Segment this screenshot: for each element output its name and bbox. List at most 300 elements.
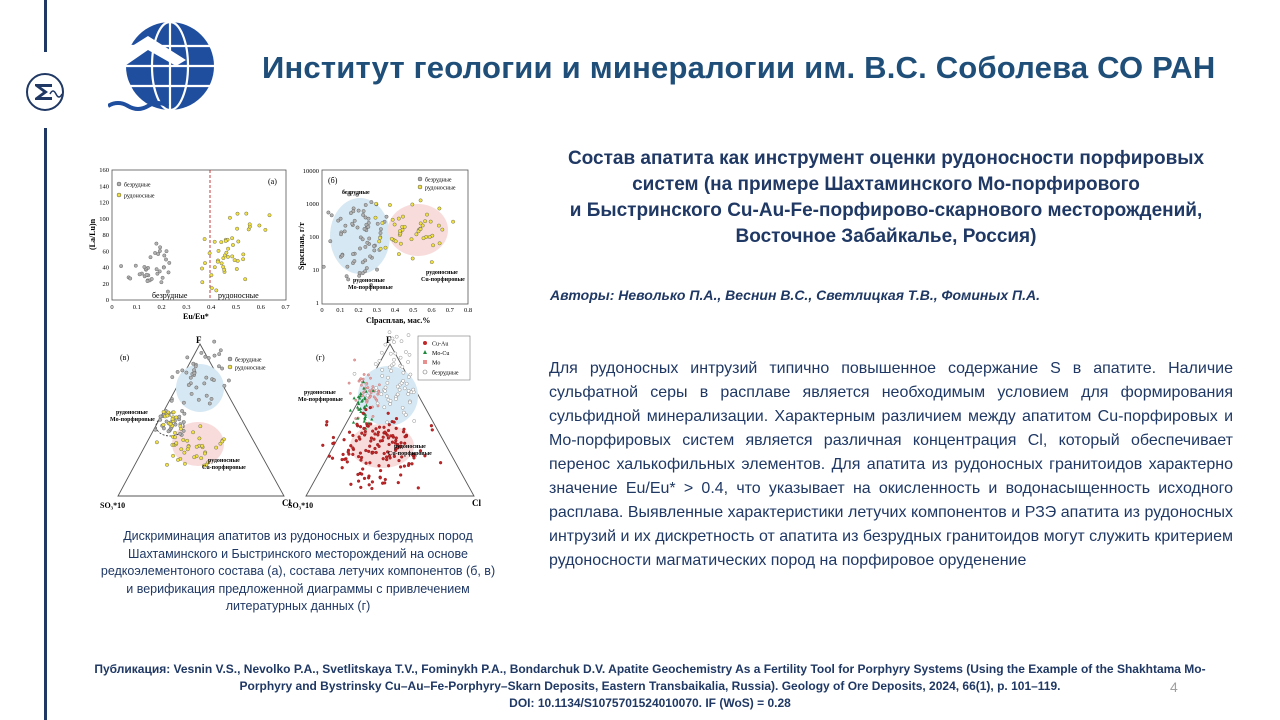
- data-point: [369, 377, 371, 379]
- data-point: [346, 461, 349, 464]
- panel-b-xlabel: Clрасплав, мас.%: [366, 316, 431, 325]
- data-point: [378, 359, 381, 362]
- data-point: [360, 459, 363, 462]
- data-point: [408, 353, 411, 356]
- data-point: [430, 260, 433, 263]
- legend-label: рудоносные: [425, 185, 456, 192]
- data-point: [168, 261, 171, 264]
- tick-label: 0.6: [427, 307, 436, 314]
- region-label: безрудные: [152, 291, 188, 300]
- data-point: [378, 464, 381, 467]
- data-point: [355, 399, 357, 401]
- data-point: [394, 240, 397, 243]
- data-point: [407, 392, 410, 395]
- tick-label: 0.7: [445, 307, 454, 314]
- data-point: [228, 216, 231, 219]
- data-point: [321, 444, 324, 447]
- data-point: [347, 278, 350, 281]
- data-point: [231, 243, 234, 246]
- data-point: [363, 373, 365, 375]
- data-point: [399, 242, 402, 245]
- data-point: [374, 362, 377, 365]
- data-point: [217, 365, 220, 368]
- data-point: [379, 476, 382, 479]
- data-point: [363, 427, 366, 430]
- legend-label: Mo-Cu: [432, 351, 450, 357]
- data-point: [217, 249, 220, 252]
- caption-line: Дискриминация апатитов из рудоносных и безрудных пород: [123, 529, 473, 543]
- legend-label: безрудные: [425, 177, 452, 184]
- data-point: [176, 370, 179, 373]
- data-point: [224, 239, 227, 242]
- data-point: [419, 227, 422, 230]
- data-point: [365, 462, 368, 465]
- data-point: [393, 421, 396, 424]
- data-point: [155, 268, 158, 271]
- field-label: рудоносные: [353, 278, 385, 284]
- caption-line: редкоэлементоного состава (а), состава летучих компонентов (б, в): [100, 564, 496, 578]
- data-point: [212, 378, 215, 381]
- data-point: [145, 273, 148, 276]
- data-point: [368, 445, 371, 448]
- data-point: [361, 261, 364, 264]
- data-point: [203, 237, 206, 240]
- data-point: [394, 398, 397, 401]
- data-point: [373, 396, 375, 398]
- legend-marker: [228, 357, 232, 361]
- data-point: [388, 366, 391, 369]
- data-point: [377, 431, 380, 434]
- data-point: [264, 228, 267, 231]
- tick-label: 0.6: [256, 304, 265, 311]
- data-point: [437, 224, 440, 227]
- data-point: [220, 262, 223, 265]
- data-point: [353, 359, 355, 361]
- tick-label: 10: [312, 267, 319, 274]
- data-point: [161, 276, 164, 279]
- data-point: [386, 376, 389, 379]
- data-point: [186, 356, 189, 359]
- data-point: [438, 207, 441, 210]
- data-point: [389, 402, 392, 405]
- data-point: [351, 252, 354, 255]
- data-point: [200, 267, 203, 270]
- data-point: [383, 452, 386, 455]
- panel-a-xlabel: Eu/Eu*: [183, 312, 209, 321]
- legend-label: Cu-Au: [432, 341, 449, 348]
- data-point: [171, 375, 174, 378]
- data-point: [216, 260, 219, 263]
- data-point: [244, 278, 247, 281]
- data-point: [397, 217, 400, 220]
- data-point: [210, 286, 213, 289]
- data-point: [382, 457, 385, 460]
- paper-title-line: Восточное Забайкалье, Россия): [735, 226, 1037, 247]
- data-point: [159, 418, 162, 421]
- data-point: [364, 245, 367, 248]
- data-point: [193, 456, 196, 459]
- data-point: [387, 464, 390, 467]
- data-point: [181, 369, 184, 372]
- tick-label: 60: [102, 248, 109, 256]
- data-point: [389, 399, 392, 402]
- data-point: [403, 387, 406, 390]
- data-point: [236, 212, 239, 215]
- data-point: [411, 462, 414, 465]
- data-point: [178, 432, 181, 435]
- data-point: [150, 277, 153, 280]
- tick-label: 20: [102, 280, 109, 288]
- data-point: [386, 434, 389, 437]
- field-label: Mo-порфировые: [298, 397, 343, 403]
- data-point: [378, 445, 381, 448]
- data-point: [383, 406, 386, 409]
- data-point: [352, 421, 355, 424]
- data-point: [205, 376, 208, 379]
- data-point: [404, 350, 407, 353]
- data-point: [241, 258, 244, 261]
- data-point: [155, 242, 158, 245]
- data-point: [380, 393, 383, 396]
- data-point: [183, 412, 186, 415]
- data-point: [395, 427, 398, 430]
- data-point: [203, 452, 206, 455]
- data-point: [381, 368, 384, 371]
- data-point: [227, 379, 230, 382]
- data-point: [411, 203, 414, 206]
- field-label: рудоносные: [394, 444, 426, 450]
- data-point: [381, 439, 384, 442]
- data-point: [197, 398, 200, 401]
- data-point: [376, 399, 378, 401]
- data-point: [363, 434, 366, 437]
- data-point: [219, 349, 222, 352]
- data-point: [162, 266, 165, 269]
- data-point: [391, 434, 394, 437]
- panel-b-ylabel: Sрасплав, г/т: [297, 222, 306, 270]
- data-point: [343, 438, 346, 441]
- figure-caption: [88, 528, 508, 616]
- data-point: [331, 457, 334, 460]
- caption-line: и верификация предложенной диаграммы с привлечением: [126, 581, 470, 596]
- data-point: [402, 379, 405, 382]
- data-point: [182, 420, 185, 423]
- data-point: [179, 427, 182, 430]
- tick-label: 0.2: [354, 307, 363, 314]
- tick-label: 80: [102, 232, 109, 239]
- data-point: [386, 421, 389, 424]
- data-point: [350, 483, 353, 486]
- tick-label: 0.5: [409, 307, 418, 314]
- data-point: [383, 389, 386, 392]
- data-point: [182, 438, 185, 441]
- data-point: [371, 481, 374, 484]
- data-point: [372, 244, 375, 247]
- page-number: 4: [1170, 679, 1178, 695]
- data-point: [379, 231, 382, 234]
- data-point: [398, 388, 401, 391]
- data-point: [183, 462, 186, 465]
- data-point: [200, 351, 203, 354]
- data-point: [372, 385, 374, 387]
- legend-marker: [423, 370, 427, 374]
- data-point: [425, 213, 428, 216]
- data-point: [170, 399, 173, 402]
- data-point: [357, 455, 360, 458]
- tick-label: 160: [99, 167, 109, 174]
- data-point: [343, 458, 346, 461]
- data-point: [377, 393, 379, 395]
- data-point: [388, 203, 391, 206]
- region-label: рудоносные: [218, 291, 259, 300]
- data-point: [388, 331, 391, 334]
- data-point: [383, 426, 386, 429]
- tick-label: 0.3: [182, 304, 191, 311]
- data-point: [395, 417, 398, 420]
- legend-marker: [423, 360, 427, 364]
- data-point: [378, 240, 381, 243]
- data-point: [353, 259, 356, 262]
- tick-label: 40: [102, 264, 109, 272]
- data-point: [368, 255, 371, 258]
- tick-label: 100: [99, 215, 109, 223]
- caption-line: Шахтаминского и Быстринского месторождений на основе: [128, 546, 468, 561]
- data-point: [362, 391, 364, 393]
- legend-label: безрудные: [235, 357, 262, 364]
- data-point: [328, 455, 331, 458]
- field-label: рудоносные: [304, 390, 336, 396]
- legend-label: безрудные: [124, 182, 151, 189]
- data-point: [347, 451, 350, 454]
- data-point: [395, 437, 398, 440]
- data-point: [349, 409, 352, 412]
- data-point: [378, 236, 381, 239]
- data-point: [359, 452, 362, 455]
- data-point: [441, 228, 444, 231]
- data-point: [173, 431, 176, 434]
- data-point: [159, 415, 162, 418]
- tick-label: 1: [315, 300, 319, 307]
- data-point: [375, 427, 378, 430]
- data-point: [402, 430, 405, 433]
- data-point: [129, 277, 132, 280]
- data-point: [375, 386, 378, 389]
- data-point: [359, 425, 362, 428]
- legend-marker: [117, 193, 121, 197]
- paper-title-line: систем (на примере Шахтаминского Mo-порфирового: [632, 174, 1140, 195]
- data-point: [230, 237, 233, 240]
- data-point: [203, 261, 206, 264]
- data-point: [221, 440, 224, 443]
- panel-a-label: (а): [268, 177, 277, 186]
- legend-label: рудоносные: [124, 193, 155, 200]
- data-point: [411, 257, 414, 260]
- data-point: [329, 240, 332, 243]
- data-point: [360, 432, 363, 435]
- data-point: [381, 221, 384, 224]
- data-point: [389, 352, 392, 355]
- legend-label: безрудные: [432, 370, 459, 377]
- data-point: [361, 468, 364, 471]
- data-point: [349, 392, 351, 394]
- data-point: [175, 416, 178, 419]
- panel-a: [88, 167, 290, 321]
- data-point: [388, 443, 391, 446]
- data-point: [205, 394, 208, 397]
- data-point: [372, 451, 375, 454]
- legend-marker: [418, 185, 422, 189]
- data-point: [407, 464, 410, 467]
- data-point: [351, 453, 354, 456]
- data-point: [200, 456, 203, 459]
- data-point: [165, 463, 168, 466]
- tick-label: 100: [309, 234, 319, 241]
- data-point: [384, 431, 387, 434]
- data-point: [384, 386, 387, 389]
- data-point: [422, 237, 425, 240]
- data-point: [143, 265, 146, 268]
- authors: Авторы: Неволько П.А., Веснин В.С., Светлицкая Т.В., Фоминых П.А.: [550, 287, 1040, 303]
- data-point: [384, 246, 387, 249]
- data-point: [167, 271, 170, 274]
- data-point: [233, 258, 236, 261]
- figure: [88, 158, 488, 518]
- data-point: [368, 483, 371, 486]
- data-point: [439, 461, 442, 464]
- data-point: [366, 401, 368, 403]
- panel-c: [100, 335, 291, 510]
- data-point: [398, 230, 401, 233]
- data-point: [413, 419, 416, 422]
- data-point: [223, 384, 226, 387]
- data-point: [344, 224, 347, 227]
- data-point: [367, 450, 370, 453]
- data-point: [378, 384, 380, 386]
- data-point: [164, 258, 167, 261]
- data-point: [366, 424, 369, 427]
- apex-label: SO₃*10: [288, 501, 314, 510]
- legend-marker: [228, 365, 232, 369]
- data-point: [401, 215, 404, 218]
- data-point: [214, 446, 217, 449]
- data-point: [351, 222, 354, 225]
- data-point: [353, 396, 356, 399]
- data-point: [367, 374, 369, 376]
- data-point: [153, 251, 156, 254]
- field-label: Cu-порфировые: [421, 277, 465, 283]
- field-label: безрудные: [342, 190, 370, 196]
- data-point: [326, 420, 329, 423]
- data-point: [399, 466, 402, 469]
- data-point: [352, 434, 355, 437]
- citation-line: DOI: 10.1134/S1075701524010070. IF (WoS) = 0.28: [509, 696, 791, 710]
- data-point: [367, 225, 370, 228]
- data-point: [423, 220, 426, 223]
- data-point: [431, 429, 434, 432]
- data-point: [186, 439, 189, 442]
- left-vertical-line: [44, 128, 47, 720]
- data-point: [392, 340, 395, 343]
- data-point: [348, 431, 351, 434]
- data-point: [421, 224, 424, 227]
- data-point: [201, 281, 204, 284]
- data-point: [396, 393, 399, 396]
- data-point: [182, 401, 185, 404]
- small-globe-logo-icon: [22, 72, 68, 112]
- data-point: [401, 365, 404, 368]
- data-point: [393, 223, 396, 226]
- data-point: [392, 358, 395, 361]
- data-point: [399, 356, 402, 359]
- panel-a-frame: [112, 170, 286, 300]
- data-point: [398, 459, 401, 462]
- tick-label: 0: [320, 307, 324, 314]
- data-point: [407, 334, 410, 337]
- tick-label: 1000: [306, 201, 319, 208]
- data-point: [226, 255, 229, 258]
- data-point: [325, 424, 328, 427]
- field-label: Cu-порфировые: [202, 465, 246, 471]
- data-point: [377, 434, 380, 437]
- data-point: [377, 405, 379, 407]
- data-point: [371, 487, 374, 490]
- data-point: [369, 461, 372, 464]
- data-point: [396, 385, 399, 388]
- data-point: [343, 230, 346, 233]
- data-point: [356, 406, 359, 409]
- data-point: [332, 436, 335, 439]
- data-point: [376, 222, 379, 225]
- paper-title-line: Состав апатита как инструмент оценки рудоносности порфировых: [567, 148, 1205, 169]
- data-point: [337, 219, 340, 222]
- data-point: [220, 240, 223, 243]
- data-point: [213, 240, 216, 243]
- tick-label: 0.2: [157, 304, 166, 311]
- data-point: [374, 216, 377, 219]
- data-point: [360, 473, 363, 476]
- data-point: [341, 466, 344, 469]
- data-point: [362, 209, 365, 212]
- field-label: рудоносные: [208, 458, 240, 464]
- data-point: [368, 397, 370, 399]
- data-point: [236, 259, 239, 262]
- data-point: [363, 477, 366, 480]
- data-point: [353, 219, 356, 222]
- data-point: [374, 447, 377, 450]
- data-point: [360, 378, 362, 380]
- data-point: [341, 254, 344, 257]
- data-point: [358, 247, 361, 250]
- data-point: [171, 454, 174, 457]
- field-label: рудоносные: [426, 270, 458, 276]
- data-point: [342, 453, 345, 456]
- data-point: [174, 423, 177, 426]
- data-point: [157, 252, 160, 255]
- data-point: [407, 360, 410, 363]
- institute-name: Институт геологии и минералогии им. В.С. Соболева СО РАН: [262, 50, 1216, 85]
- data-point: [404, 435, 407, 438]
- data-point: [386, 381, 389, 384]
- data-point: [358, 436, 361, 439]
- data-point: [356, 423, 359, 426]
- data-point: [365, 266, 368, 269]
- data-point: [348, 382, 350, 384]
- data-point: [220, 367, 223, 370]
- data-point: [410, 238, 413, 241]
- data-point: [119, 264, 122, 267]
- data-point: [369, 440, 372, 443]
- data-point: [242, 253, 245, 256]
